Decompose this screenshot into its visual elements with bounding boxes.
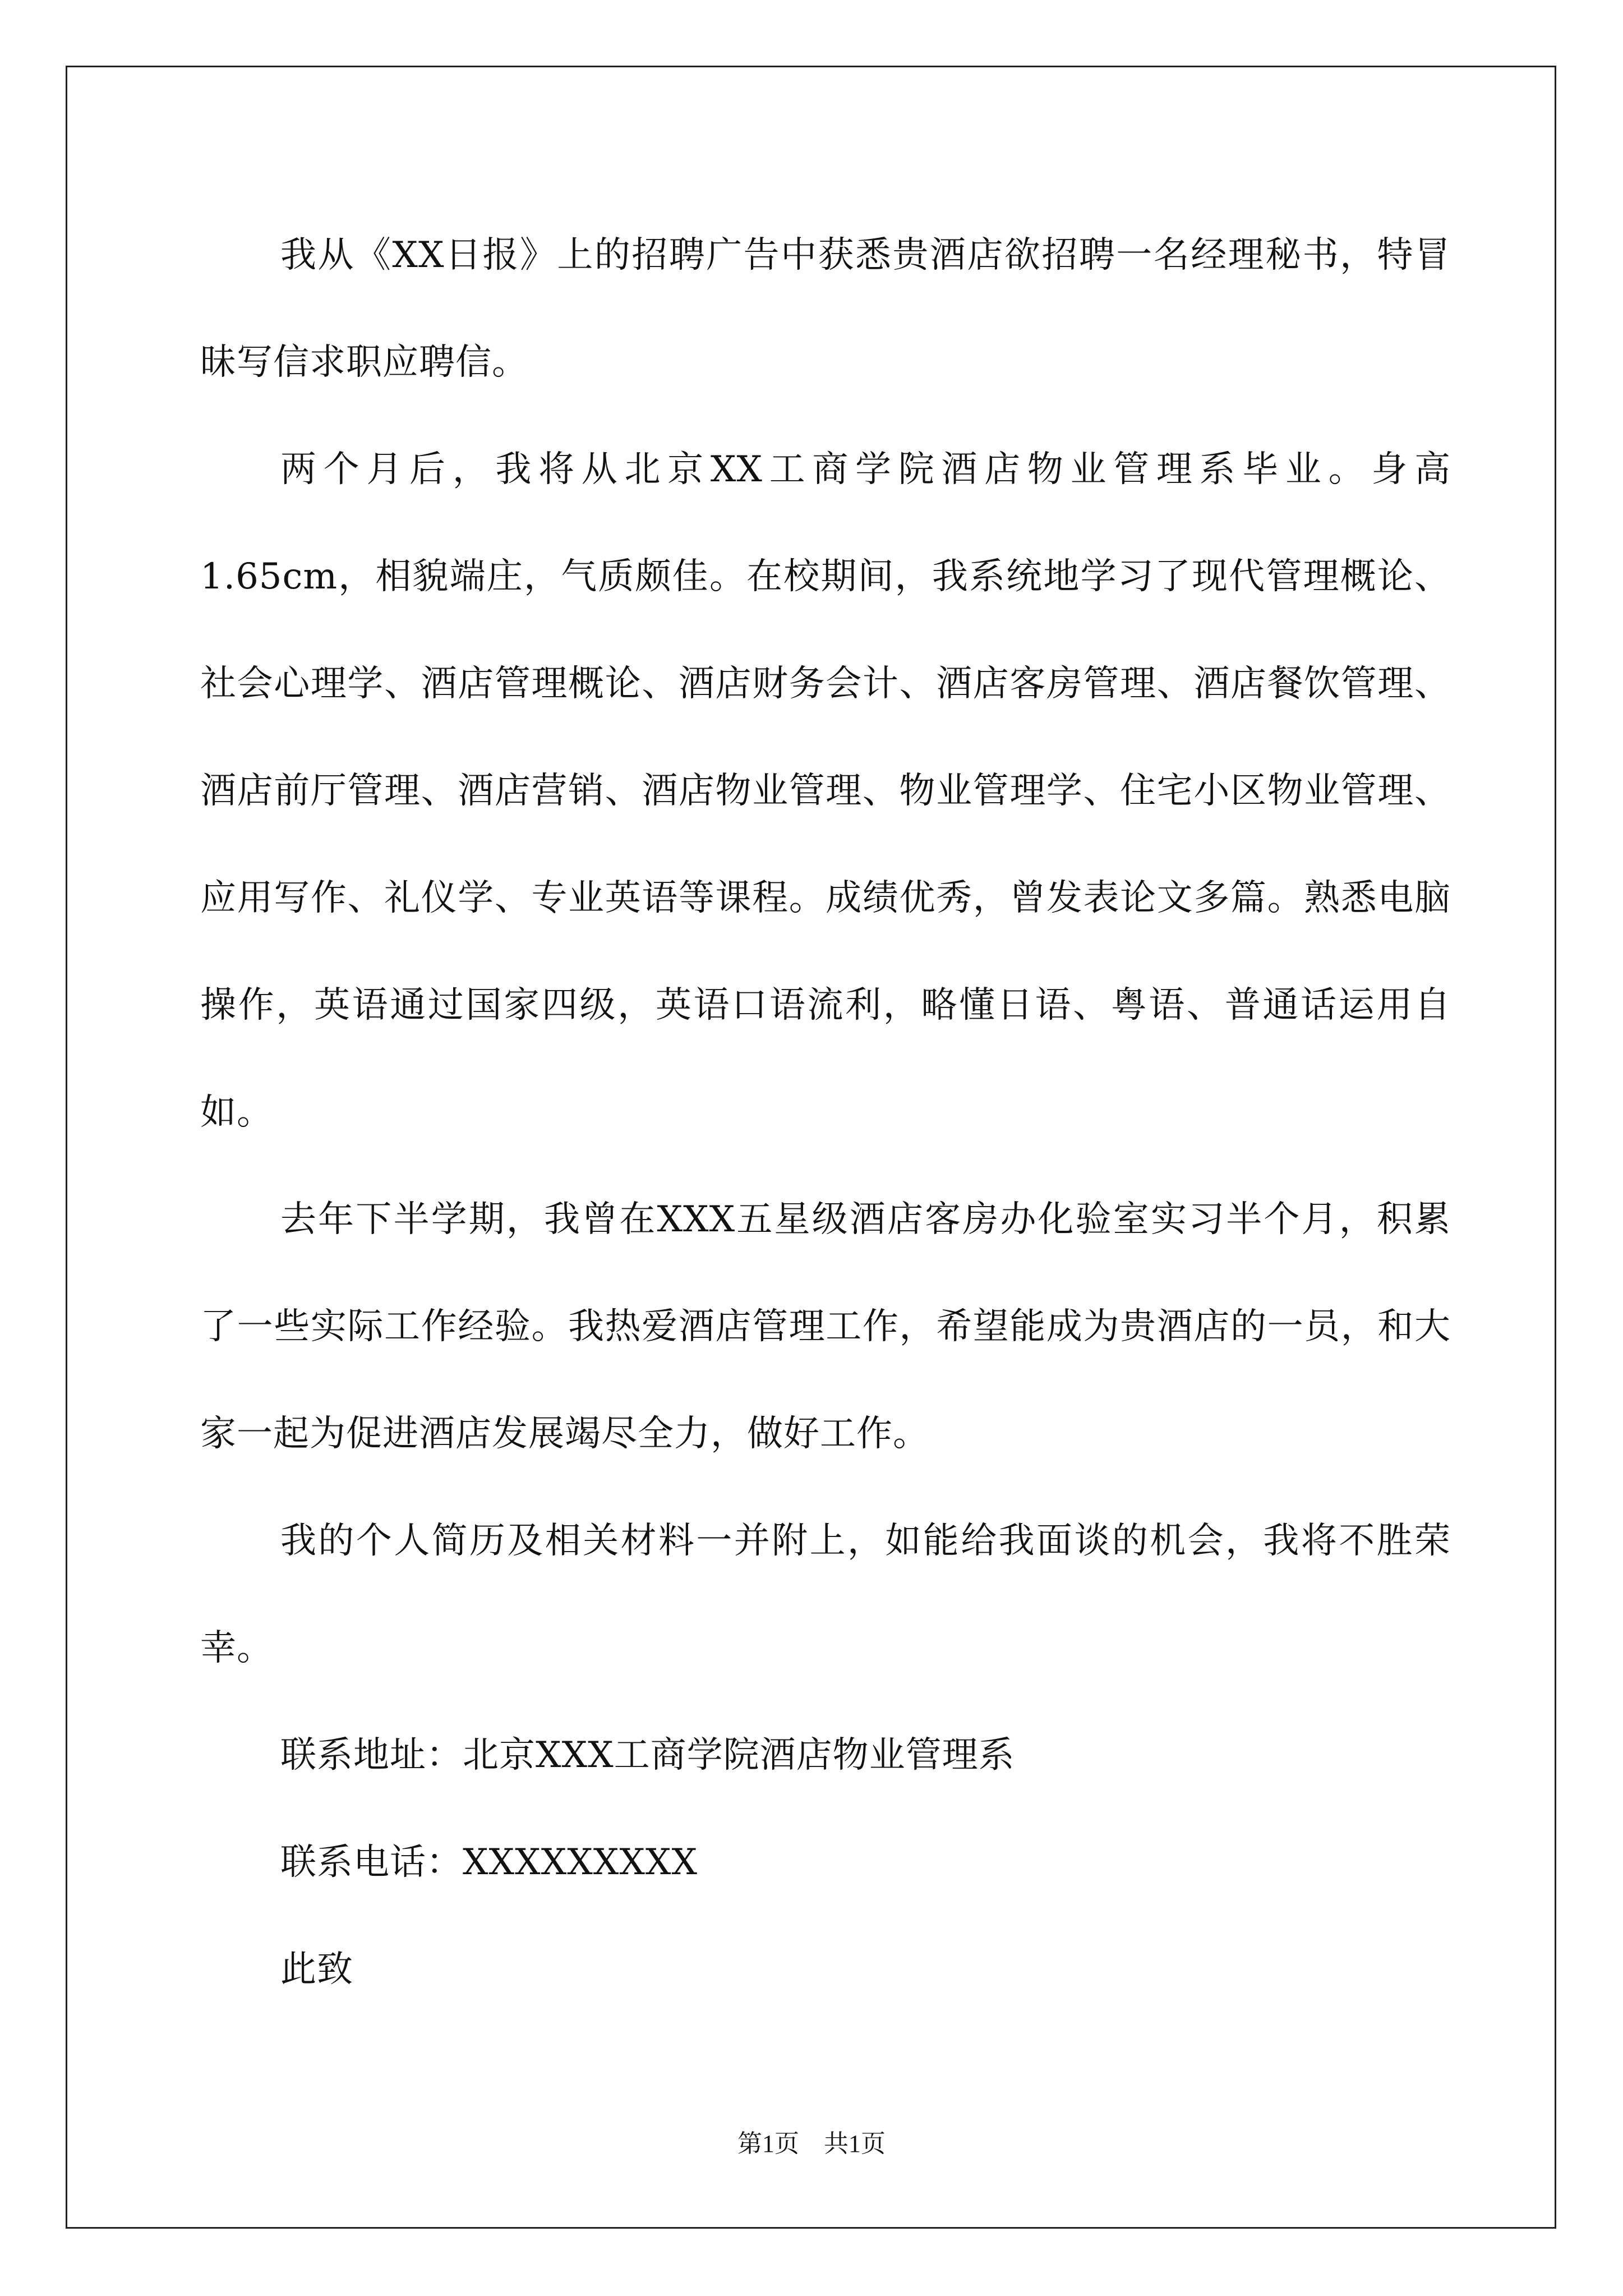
paragraph-closing-request: 我的个人简历及相关材料一并附上，如能给我面谈的机会，我将不胜荣幸。 bbox=[200, 1520, 1451, 1669]
paragraph-education: 两个月后，我将从北京XX工商学院酒店物业管理系毕业。身高1.65cm，相貌端庄，气质颇佳。在校期间，我系统地学习了现代管理概论、社会心理学、酒店管理概论、酒店财务会计、酒店客房管理、酒店餐饮管理、酒店前厅管理、酒店营销、酒店物业管理、物业管理学、住宅小区物业管理、应用写作、礼仪学、专业英语等课程。成绩优秀，曾发表论文多篇。熟悉电脑操作，英语通过国家四级，英语口语流利，略懂日语、粤语、普通话运用自如。 bbox=[200, 449, 1451, 1133]
page-number: 第1页 bbox=[737, 2130, 799, 2157]
paragraph-intro: 我从《XX日报》上的招聘广告中获悉贵酒店欲招聘一名经理秘书，特冒昧写信求职应聘信。 bbox=[200, 234, 1451, 383]
page-footer bbox=[0, 2123, 1623, 2159]
contact-address: 联系地址：北京XXX工商学院酒店物业管理系 bbox=[280, 1734, 1015, 1776]
contact-phone: 联系电话：XXXXXXXXX bbox=[280, 1842, 698, 1883]
paragraph-experience: 去年下半学期，我曾在XXX五星级酒店客房办化验室实习半个月，积累了一些实际工作经验。我热爱酒店管理工作，希望能成为贵酒店的一员，和大家一起为促进酒店发展竭尽全力，做好工作。 bbox=[200, 1199, 1451, 1455]
closing-salutation: 此致 bbox=[280, 1949, 353, 1990]
page-total: 共1页 bbox=[824, 2130, 886, 2157]
letter-body bbox=[200, 202, 1451, 2023]
